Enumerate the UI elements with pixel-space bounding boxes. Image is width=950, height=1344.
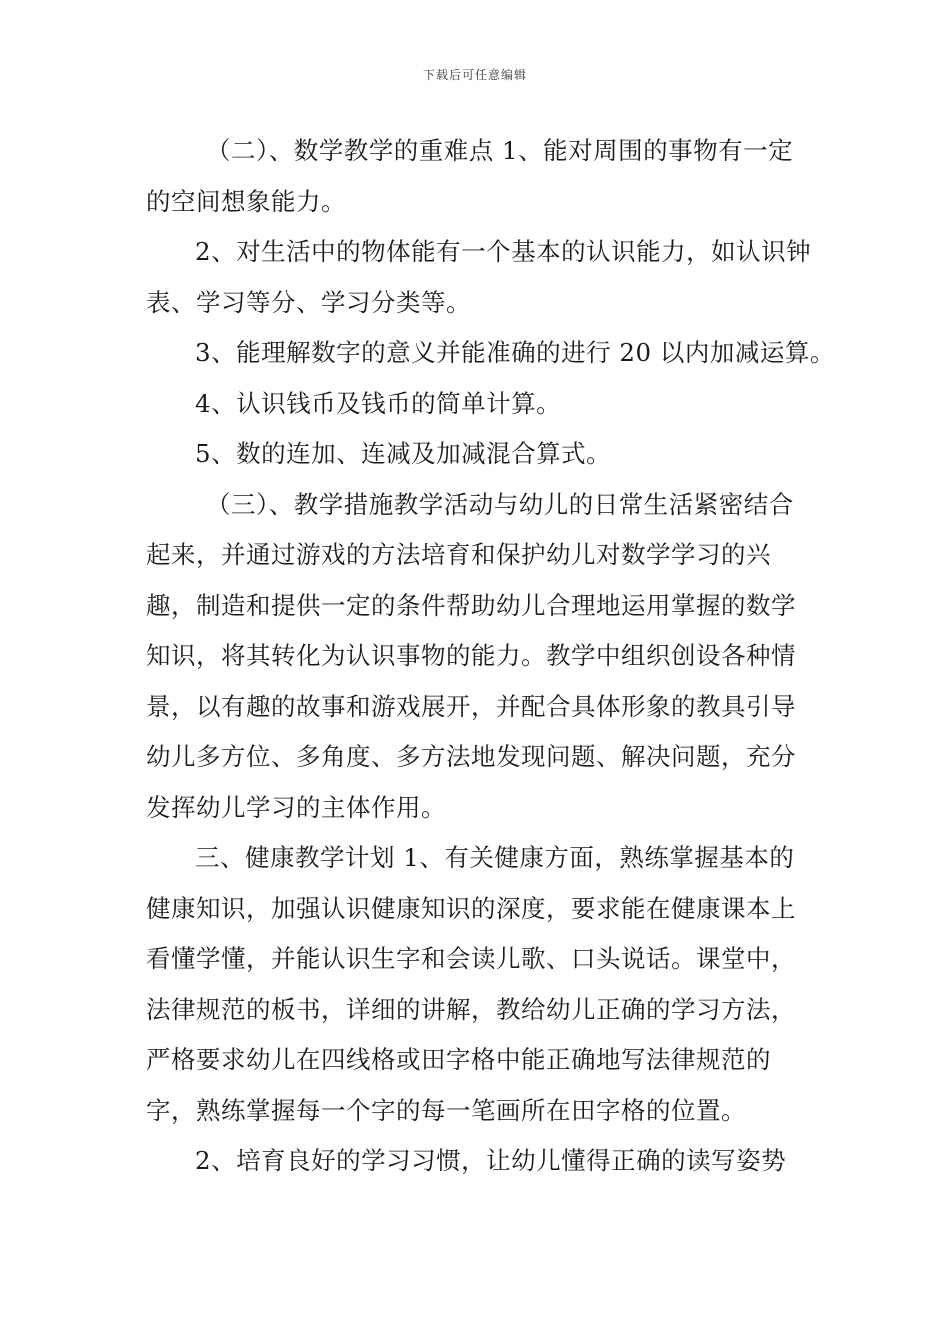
paragraph-item-2: 2、对生活中的物体能有一个基本的认识能力，如认识钟表、学习等分、学习分类等。 [146,237,812,317]
paragraph-math-key-points: （二）、数学教学的重难点 1、能对周围的事物有一定的空间想象能力。 [146,136,794,216]
paragraph-teaching-measures: （三）、教学措施教学活动与幼儿的日常生活紧密结合起来，并通过游戏的方法培育和保护幼儿对数学学习的兴趣，制造和提供一定的条件帮助幼儿合理地运用掌握的数学知识，将其转化为认识事物的能力。教学中组织创设各种情景，以有趣的故事和游戏展开，并配合具体形象的教具引导幼儿多方位、多角度、多方法地发现问题、解决问题，充分发挥幼儿学习的主体作用。 [146,489,796,822]
paragraph-item-3: 3、能理解数字的意义并能准确的进行 20 以内加减运算。 [195,338,835,367]
paragraph-item-5: 5、数的连加、连减及加减混合算式。 [195,439,612,468]
paragraph-item-4: 4、认识钱币及钱币的简单计算。 [195,388,562,418]
paragraph-health-plan: 三、健康教学计划 1、有关健康方面，熟练掌握基本的健康知识，加强认识健康知识的深度，要求能在健康课本上看懂学懂，并能认识生字和会读儿歌、口头说话。课堂中，法律规范的板书，详细的讲解，教给幼儿正确的学习方法，严格要求幼儿在四线格或田字格中能正确地写法律规范的字，熟练掌握每一个字的每一笔画所在田字格的位置。 [146,843,796,1125]
paragraph-study-habits: 2、培育良好的学习习惯，让幼儿懂得正确的读写姿势 [195,1146,787,1175]
page-header: 下载后可任意编辑 [422,68,527,82]
document-body [146,126,835,1187]
